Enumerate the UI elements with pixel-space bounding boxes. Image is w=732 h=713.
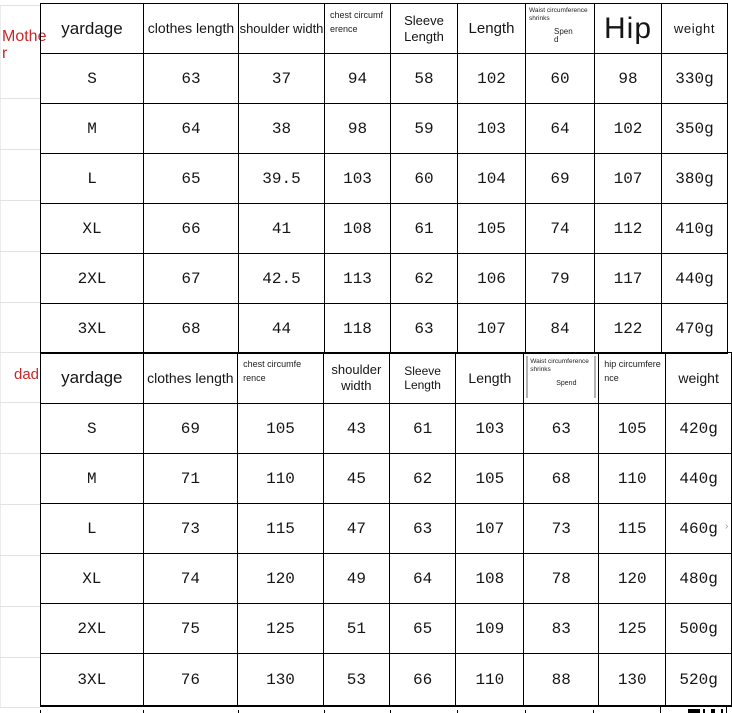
size-cell: 2XL bbox=[41, 254, 144, 304]
spreadsheet-gridline bbox=[0, 657, 40, 658]
table-row bbox=[41, 154, 728, 204]
value-cell: 64 bbox=[389, 554, 456, 604]
value-cell: 105 bbox=[458, 204, 526, 254]
value-cell: 105 bbox=[456, 454, 524, 504]
value-cell: 350g bbox=[662, 104, 728, 154]
value-cell: 59 bbox=[391, 104, 458, 154]
value-cell: 84 bbox=[526, 304, 595, 354]
value-cell: 78 bbox=[524, 554, 599, 604]
mother-size-table bbox=[40, 3, 728, 354]
mother-table-body bbox=[41, 54, 728, 354]
value-cell: 105 bbox=[599, 404, 666, 454]
value-cell: 62 bbox=[389, 454, 456, 504]
spreadsheet-gridline bbox=[0, 149, 40, 150]
col-header-weight: weight bbox=[666, 353, 732, 404]
col-header-clothes-length: clothes length bbox=[144, 4, 239, 54]
spreadsheet-gridline bbox=[0, 606, 40, 607]
value-cell: 64 bbox=[144, 104, 239, 154]
col-header-length: Length bbox=[458, 4, 526, 54]
col-header-chest-circumference bbox=[325, 4, 391, 54]
spreadsheet-gridline bbox=[0, 352, 40, 353]
size-cell: S bbox=[41, 404, 144, 454]
col-header-hip: Hip bbox=[595, 4, 662, 54]
value-cell: 108 bbox=[325, 204, 391, 254]
waist-shrinks-text: Waist circumference shrinks bbox=[530, 358, 589, 373]
value-cell: 112 bbox=[595, 204, 662, 254]
stray-mark: › bbox=[725, 521, 729, 532]
value-cell: 37 bbox=[239, 54, 325, 104]
value-cell: 108 bbox=[456, 554, 524, 604]
size-cell: L bbox=[41, 504, 144, 554]
value-cell: 63 bbox=[144, 54, 239, 104]
col-header-length: Length bbox=[456, 353, 524, 404]
value-cell: 440g bbox=[666, 454, 732, 504]
cropped-glyph-fragment bbox=[688, 709, 700, 713]
value-cell: 107 bbox=[456, 504, 524, 554]
value-cell: 115 bbox=[238, 504, 324, 554]
value-cell: 74 bbox=[526, 204, 595, 254]
value-cell: 62 bbox=[391, 254, 458, 304]
value-cell: 520g bbox=[666, 654, 732, 707]
value-cell: 44 bbox=[239, 304, 325, 354]
value-cell: 39.5 bbox=[239, 154, 325, 204]
cropped-column-line bbox=[660, 707, 661, 713]
value-cell: 76 bbox=[143, 654, 238, 707]
value-cell: 79 bbox=[526, 254, 595, 304]
size-cell: L bbox=[41, 154, 144, 204]
value-cell: 47 bbox=[323, 504, 389, 554]
value-cell: 380g bbox=[662, 154, 728, 204]
value-cell: 67 bbox=[144, 254, 239, 304]
value-cell: 102 bbox=[458, 54, 526, 104]
table-row bbox=[41, 554, 732, 604]
waist-header-box bbox=[526, 356, 596, 398]
value-cell: 103 bbox=[325, 154, 391, 204]
table-row bbox=[41, 604, 732, 654]
col-header-shoulder-width: shoulder width bbox=[323, 353, 389, 404]
value-cell: 49 bbox=[323, 554, 389, 604]
value-cell: 83 bbox=[524, 604, 599, 654]
size-cell: M bbox=[41, 104, 144, 154]
col-header-sleeve-length: Sleeve Length bbox=[391, 4, 458, 54]
value-cell: 60 bbox=[526, 54, 595, 104]
waist-shrinks-text: Waist circumference shrinks bbox=[529, 7, 588, 22]
value-cell: 69 bbox=[526, 154, 595, 204]
value-cell: 120 bbox=[599, 554, 666, 604]
value-cell: 470g bbox=[662, 304, 728, 354]
chest-circumference-text: chest circumference bbox=[243, 359, 302, 383]
value-cell: 61 bbox=[391, 204, 458, 254]
col-header-hip-circumference bbox=[599, 353, 666, 404]
value-cell: 75 bbox=[143, 604, 238, 654]
col-header-sleeve-length: Sleeve Length bbox=[389, 353, 456, 404]
value-cell: 107 bbox=[595, 154, 662, 204]
value-cell: 117 bbox=[595, 254, 662, 304]
value-cell: 73 bbox=[524, 504, 599, 554]
value-cell: 460g bbox=[666, 504, 732, 554]
mother-row-label: Mother bbox=[2, 28, 47, 62]
spreadsheet-gridline bbox=[0, 707, 40, 708]
col-header-yardage: yardage bbox=[41, 4, 144, 54]
value-cell: 103 bbox=[456, 404, 524, 454]
spreadsheet-gridline bbox=[0, 453, 40, 454]
value-cell: 88 bbox=[524, 654, 599, 707]
table-row bbox=[41, 104, 728, 154]
value-cell: 115 bbox=[599, 504, 666, 554]
value-cell: 43 bbox=[323, 404, 389, 454]
col-header-waist bbox=[524, 353, 599, 404]
spreadsheet-gridline bbox=[0, 302, 40, 303]
value-cell: 68 bbox=[144, 304, 239, 354]
value-cell: 66 bbox=[389, 654, 456, 707]
value-cell: 125 bbox=[238, 604, 324, 654]
hip-circumference-text: hip circumference bbox=[604, 359, 661, 383]
size-cell: M bbox=[41, 454, 144, 504]
col-header-waist bbox=[526, 4, 595, 54]
value-cell: 106 bbox=[458, 254, 526, 304]
waist-spend-text: Spend bbox=[554, 26, 573, 44]
value-cell: 61 bbox=[389, 404, 456, 454]
value-cell: 330g bbox=[662, 54, 728, 104]
table-row bbox=[41, 404, 732, 454]
value-cell: 102 bbox=[595, 104, 662, 154]
value-cell: 45 bbox=[323, 454, 389, 504]
table-row bbox=[41, 504, 732, 554]
value-cell: 74 bbox=[143, 554, 238, 604]
table-row bbox=[41, 304, 728, 354]
col-header-shoulder-width: shoulder width bbox=[239, 4, 325, 54]
col-header-yardage: yardage bbox=[41, 353, 144, 404]
col-header-weight: weight bbox=[662, 4, 728, 54]
value-cell: 65 bbox=[144, 154, 239, 204]
table-row bbox=[41, 204, 728, 254]
value-cell: 51 bbox=[323, 604, 389, 654]
size-cell: XL bbox=[41, 554, 144, 604]
value-cell: 122 bbox=[595, 304, 662, 354]
value-cell: 110 bbox=[238, 454, 324, 504]
value-cell: 109 bbox=[456, 604, 524, 654]
value-cell: 63 bbox=[389, 504, 456, 554]
size-cell: 3XL bbox=[41, 304, 144, 354]
value-cell: 440g bbox=[662, 254, 728, 304]
value-cell: 73 bbox=[143, 504, 238, 554]
table-row bbox=[41, 454, 732, 504]
dad-table-body bbox=[41, 404, 732, 707]
value-cell: 105 bbox=[238, 404, 324, 454]
dad-size-table bbox=[40, 352, 732, 707]
value-cell: 500g bbox=[666, 604, 732, 654]
col-header-chest-circumference bbox=[238, 353, 324, 404]
value-cell: 71 bbox=[143, 454, 238, 504]
value-cell: 110 bbox=[456, 654, 524, 707]
table-row bbox=[41, 54, 728, 104]
value-cell: 130 bbox=[238, 654, 324, 707]
value-cell: 104 bbox=[458, 154, 526, 204]
spreadsheet-gridline bbox=[0, 504, 40, 505]
spreadsheet-gridline bbox=[0, 5, 40, 6]
waist-spend-text: Spend bbox=[556, 379, 577, 387]
value-cell: 94 bbox=[325, 54, 391, 104]
col-header-clothes-length: clothes length bbox=[143, 353, 238, 404]
size-cell: 3XL bbox=[41, 654, 144, 707]
value-cell: 410g bbox=[662, 204, 728, 254]
dad-row-label: dad bbox=[14, 366, 40, 383]
mother-header-row bbox=[41, 4, 728, 54]
value-cell: 68 bbox=[524, 454, 599, 504]
value-cell: 480g bbox=[666, 554, 732, 604]
value-cell: 58 bbox=[391, 54, 458, 104]
value-cell: 38 bbox=[239, 104, 325, 154]
spreadsheet-gridline bbox=[0, 555, 40, 556]
value-cell: 107 bbox=[458, 304, 526, 354]
table-row bbox=[41, 254, 728, 304]
spreadsheet-gridline bbox=[0, 200, 40, 201]
table-row bbox=[41, 654, 732, 707]
spreadsheet-gridline bbox=[0, 251, 40, 252]
value-cell: 120 bbox=[238, 554, 324, 604]
value-cell: 63 bbox=[524, 404, 599, 454]
value-cell: 66 bbox=[144, 204, 239, 254]
value-cell: 69 bbox=[143, 404, 238, 454]
value-cell: 60 bbox=[391, 154, 458, 204]
value-cell: 130 bbox=[599, 654, 666, 707]
value-cell: 125 bbox=[599, 604, 666, 654]
value-cell: 118 bbox=[325, 304, 391, 354]
value-cell: 63 bbox=[391, 304, 458, 354]
size-cell: S bbox=[41, 54, 144, 104]
value-cell: 110 bbox=[599, 454, 666, 504]
size-cell: 2XL bbox=[41, 604, 144, 654]
waist-header-box bbox=[527, 5, 593, 49]
cropped-glyph-fragment bbox=[713, 709, 723, 713]
cropped-glyph-fragment bbox=[703, 709, 713, 713]
spreadsheet-gridline bbox=[0, 98, 40, 99]
cropped-column-line bbox=[726, 707, 727, 713]
value-cell: 113 bbox=[325, 254, 391, 304]
size-cell: XL bbox=[41, 204, 144, 254]
dad-header-row bbox=[41, 353, 732, 404]
spreadsheet-gridline bbox=[0, 5, 1, 707]
value-cell: 420g bbox=[666, 404, 732, 454]
chest-circumference-text: chest circumference bbox=[330, 10, 384, 34]
value-cell: 53 bbox=[323, 654, 389, 707]
value-cell: 103 bbox=[458, 104, 526, 154]
value-cell: 98 bbox=[595, 54, 662, 104]
spreadsheet-gridline bbox=[0, 402, 40, 403]
value-cell: 65 bbox=[389, 604, 456, 654]
value-cell: 41 bbox=[239, 204, 325, 254]
value-cell: 64 bbox=[526, 104, 595, 154]
value-cell: 98 bbox=[325, 104, 391, 154]
value-cell: 42.5 bbox=[239, 254, 325, 304]
